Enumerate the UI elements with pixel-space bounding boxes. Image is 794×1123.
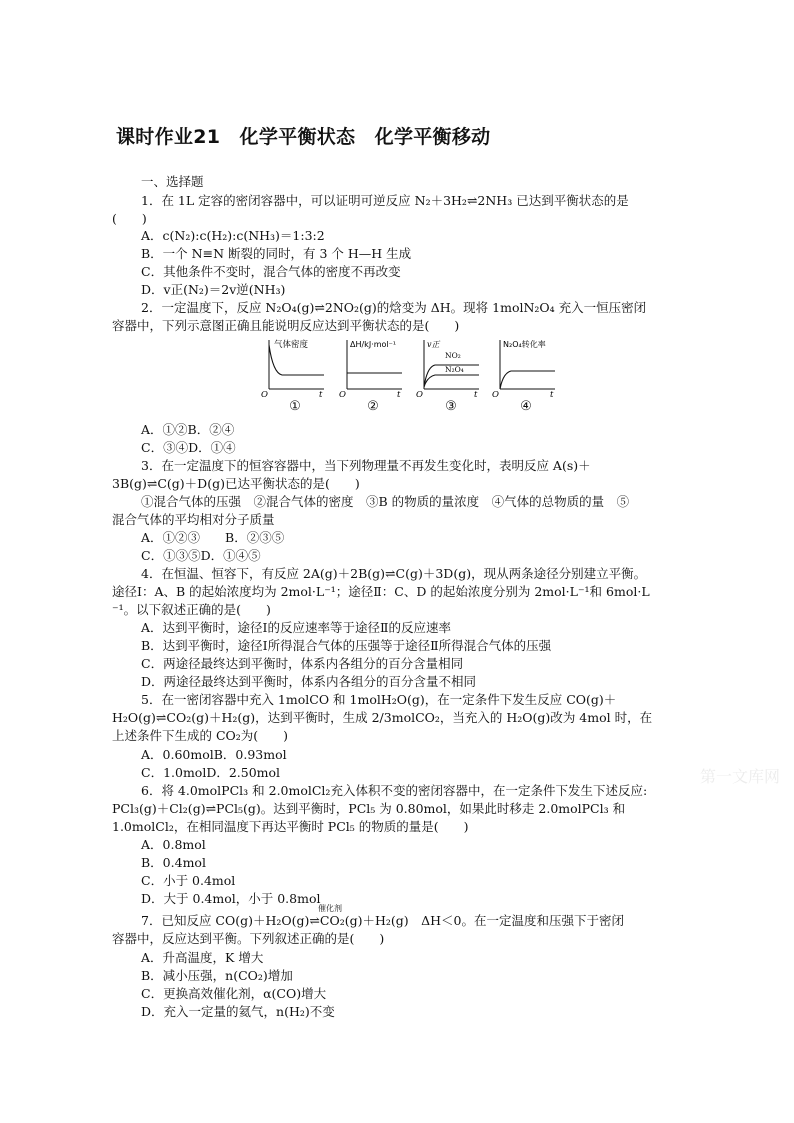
q2-stem-cont: 容器中，下列示意图正确且能说明反应达到平衡状态的是( ) [112, 318, 460, 333]
q7-catalyst-label: 催化剂 [318, 904, 342, 913]
q6-option-a: A．0.8mol [141, 837, 206, 852]
q1-option-d: D．v正(N₂)＝2v逆(NH₃) [141, 282, 286, 297]
watermark: 第一文库网 [700, 767, 781, 786]
svg-text:t: t [319, 390, 323, 400]
svg-text:t: t [550, 390, 554, 400]
graph-rate [416, 337, 503, 417]
q4-option-b: B．达到平衡时，途径Ⅰ所得混合气体的压强等于途径Ⅱ所得混合气体的压强 [141, 638, 552, 653]
q7-option-a: A．升高温度，K 增大 [141, 950, 264, 965]
q1-stem-cont: ( ) [112, 211, 147, 226]
graph4-ylabel: N₂O₄转化率 [503, 340, 546, 349]
q6-stem-cont: PCl₃(g)＋Cl₂(g)⇌PCl₅(g)。达到平衡时，PCl₅ 为 0.80mol，如果此时移走 2.0molPCl₃ 和 [112, 801, 626, 816]
q6-option-d: D．大于 0.4mol，小于 0.8mol [141, 891, 321, 906]
q3-items-cont: 混合气体的平均相对分子质量 [112, 512, 275, 527]
graph1-ylabel: 气体密度 [274, 340, 309, 350]
q4-option-a: A．达到平衡时，途径Ⅰ的反应速率等于途径Ⅱ的反应速率 [141, 620, 451, 635]
graph-gas-density [261, 337, 348, 417]
q7-stem: 7．已知反应 CO(g)＋H₂O(g)⇌CO₂(g)＋H₂(g) ΔH＜0。在一定温度和压强下于密闭 [141, 913, 625, 928]
svg-text:O: O [492, 390, 499, 400]
q3-stem: 3．在一定温度下的恒容容器中，当下列物理量不再发生变化时，表明反应 A(s)＋ [141, 458, 591, 473]
q4-option-d: D．两途径最终达到平衡时，体系内各组分的百分含量不相同 [141, 674, 477, 689]
section-heading: 一、选择题 [141, 174, 204, 189]
q7-option-d: D．充入一定量的氦气，n(H₂)不变 [141, 1004, 335, 1019]
q1-option-c: C．其他条件不变时，混合气体的密度不再改变 [141, 264, 401, 279]
q3-items: ①混合气体的压强 ②混合气体的密度 ③B 的物质的量浓度 ④气体的总物质的量 ⑤ [141, 494, 630, 509]
graph3-no2-label: NO₂ [445, 351, 461, 360]
graph-conversion [492, 337, 579, 417]
page-title: 课时作业21 化学平衡状态 化学平衡移动 [116, 126, 491, 148]
svg-text:O: O [416, 390, 423, 400]
q1-stem: 1．在 1L 定容的密闭容器中，可以证明可逆反应 N₂＋3H₂⇌2NH₃ 已达到平衡状态的是 [141, 193, 629, 208]
graph3-ylabel: v正 [427, 340, 440, 349]
q5-stem-cont2: 上述条件下生成的 CO₂为( ) [112, 728, 289, 743]
q5-options-cd: C．1.0molD．2.50mol [141, 765, 281, 780]
svg-text:O: O [261, 390, 268, 400]
q7-option-b: B．减小压强，n(CO₂)增加 [141, 968, 293, 983]
q5-options-ab: A．0.60molB．0.93mol [141, 747, 287, 762]
graph-enthalpy [339, 337, 426, 417]
q4-stem-cont: 途径Ⅰ：A、B 的起始浓度均为 2mol·L⁻¹；途径Ⅱ：C、D 的起始浓度分别为 2mol·L⁻¹和 6mol·L [112, 584, 650, 599]
svg-text:t: t [397, 390, 401, 400]
graph2-ylabel: ΔH/kJ·mol⁻¹ [350, 340, 397, 349]
q3-options-ab: A．①②③ B．②③⑤ [141, 530, 285, 545]
graph4-label: ④ [520, 399, 532, 414]
svg-text:O: O [339, 390, 346, 400]
q5-stem: 5．在一密闭容器中充入 1molCO 和 1molH₂O(g)，在一定条件下发生反应 CO(g)＋ [141, 692, 617, 707]
graph3-n2o4-label: N₂O₄ [445, 365, 464, 374]
q2-stem: 2．一定温度下，反应 N₂O₄(g)⇌2NO₂(g)的焓变为 ΔH。现将 1molN₂O₄ 充入一恒压密闭 [141, 300, 647, 315]
q1-option-b: B．一个 N≡N 断裂的同时，有 3 个 H—H 生成 [141, 246, 412, 261]
q3-stem-cont: 3B(g)⇌C(g)＋D(g)已达平衡状态的是( ) [112, 476, 360, 491]
q5-stem-cont: H₂O(g)⇌CO₂(g)＋H₂(g)，达到平衡时，生成 2/3molCO₂，当充入的 H₂O(g)改为 4mol 时，在 [112, 710, 653, 725]
graph3-label: ③ [445, 399, 457, 414]
q4-stem-cont2: ⁻¹。以下叙述正确的是( ) [112, 602, 271, 617]
q4-option-c: C．两途径最终达到平衡时，体系内各组分的百分含量相同 [141, 656, 464, 671]
q4-stem: 4．在恒温、恒容下，有反应 2A(g)＋2B(g)⇌C(g)＋3D(g)，现从两条途径分别建立平衡。 [141, 566, 647, 581]
q7-option-c: C．更换高效催化剂，α(CO)增大 [141, 986, 327, 1001]
q7-stem-cont: 容器中，反应达到平衡。下列叙述正确的是( ) [112, 931, 385, 946]
q6-option-c: C．小于 0.4mol [141, 873, 236, 888]
q1-option-a: A．c(N₂):c(H₂):c(NH₃)＝1:3:2 [141, 228, 325, 243]
q2-options-cd: C．③④D．①④ [141, 440, 236, 455]
q6-option-b: B．0.4mol [141, 855, 206, 870]
graph2-label: ② [367, 399, 379, 414]
q3-options-cd: C．①③⑤D．①④⑤ [141, 548, 261, 563]
q6-stem-cont2: 1.0molCl₂，在相同温度下再达平衡时 PCl₅ 的物质的量是( ) [112, 819, 469, 834]
svg-text:t: t [474, 390, 478, 400]
q2-options-ab: A．①②B．②④ [141, 422, 235, 437]
q6-stem: 6．将 4.0molPCl₃ 和 2.0molCl₂充入体积不变的密闭容器中，在一定条件下发生下述反应: [141, 783, 648, 798]
graph1-label: ① [289, 399, 301, 414]
